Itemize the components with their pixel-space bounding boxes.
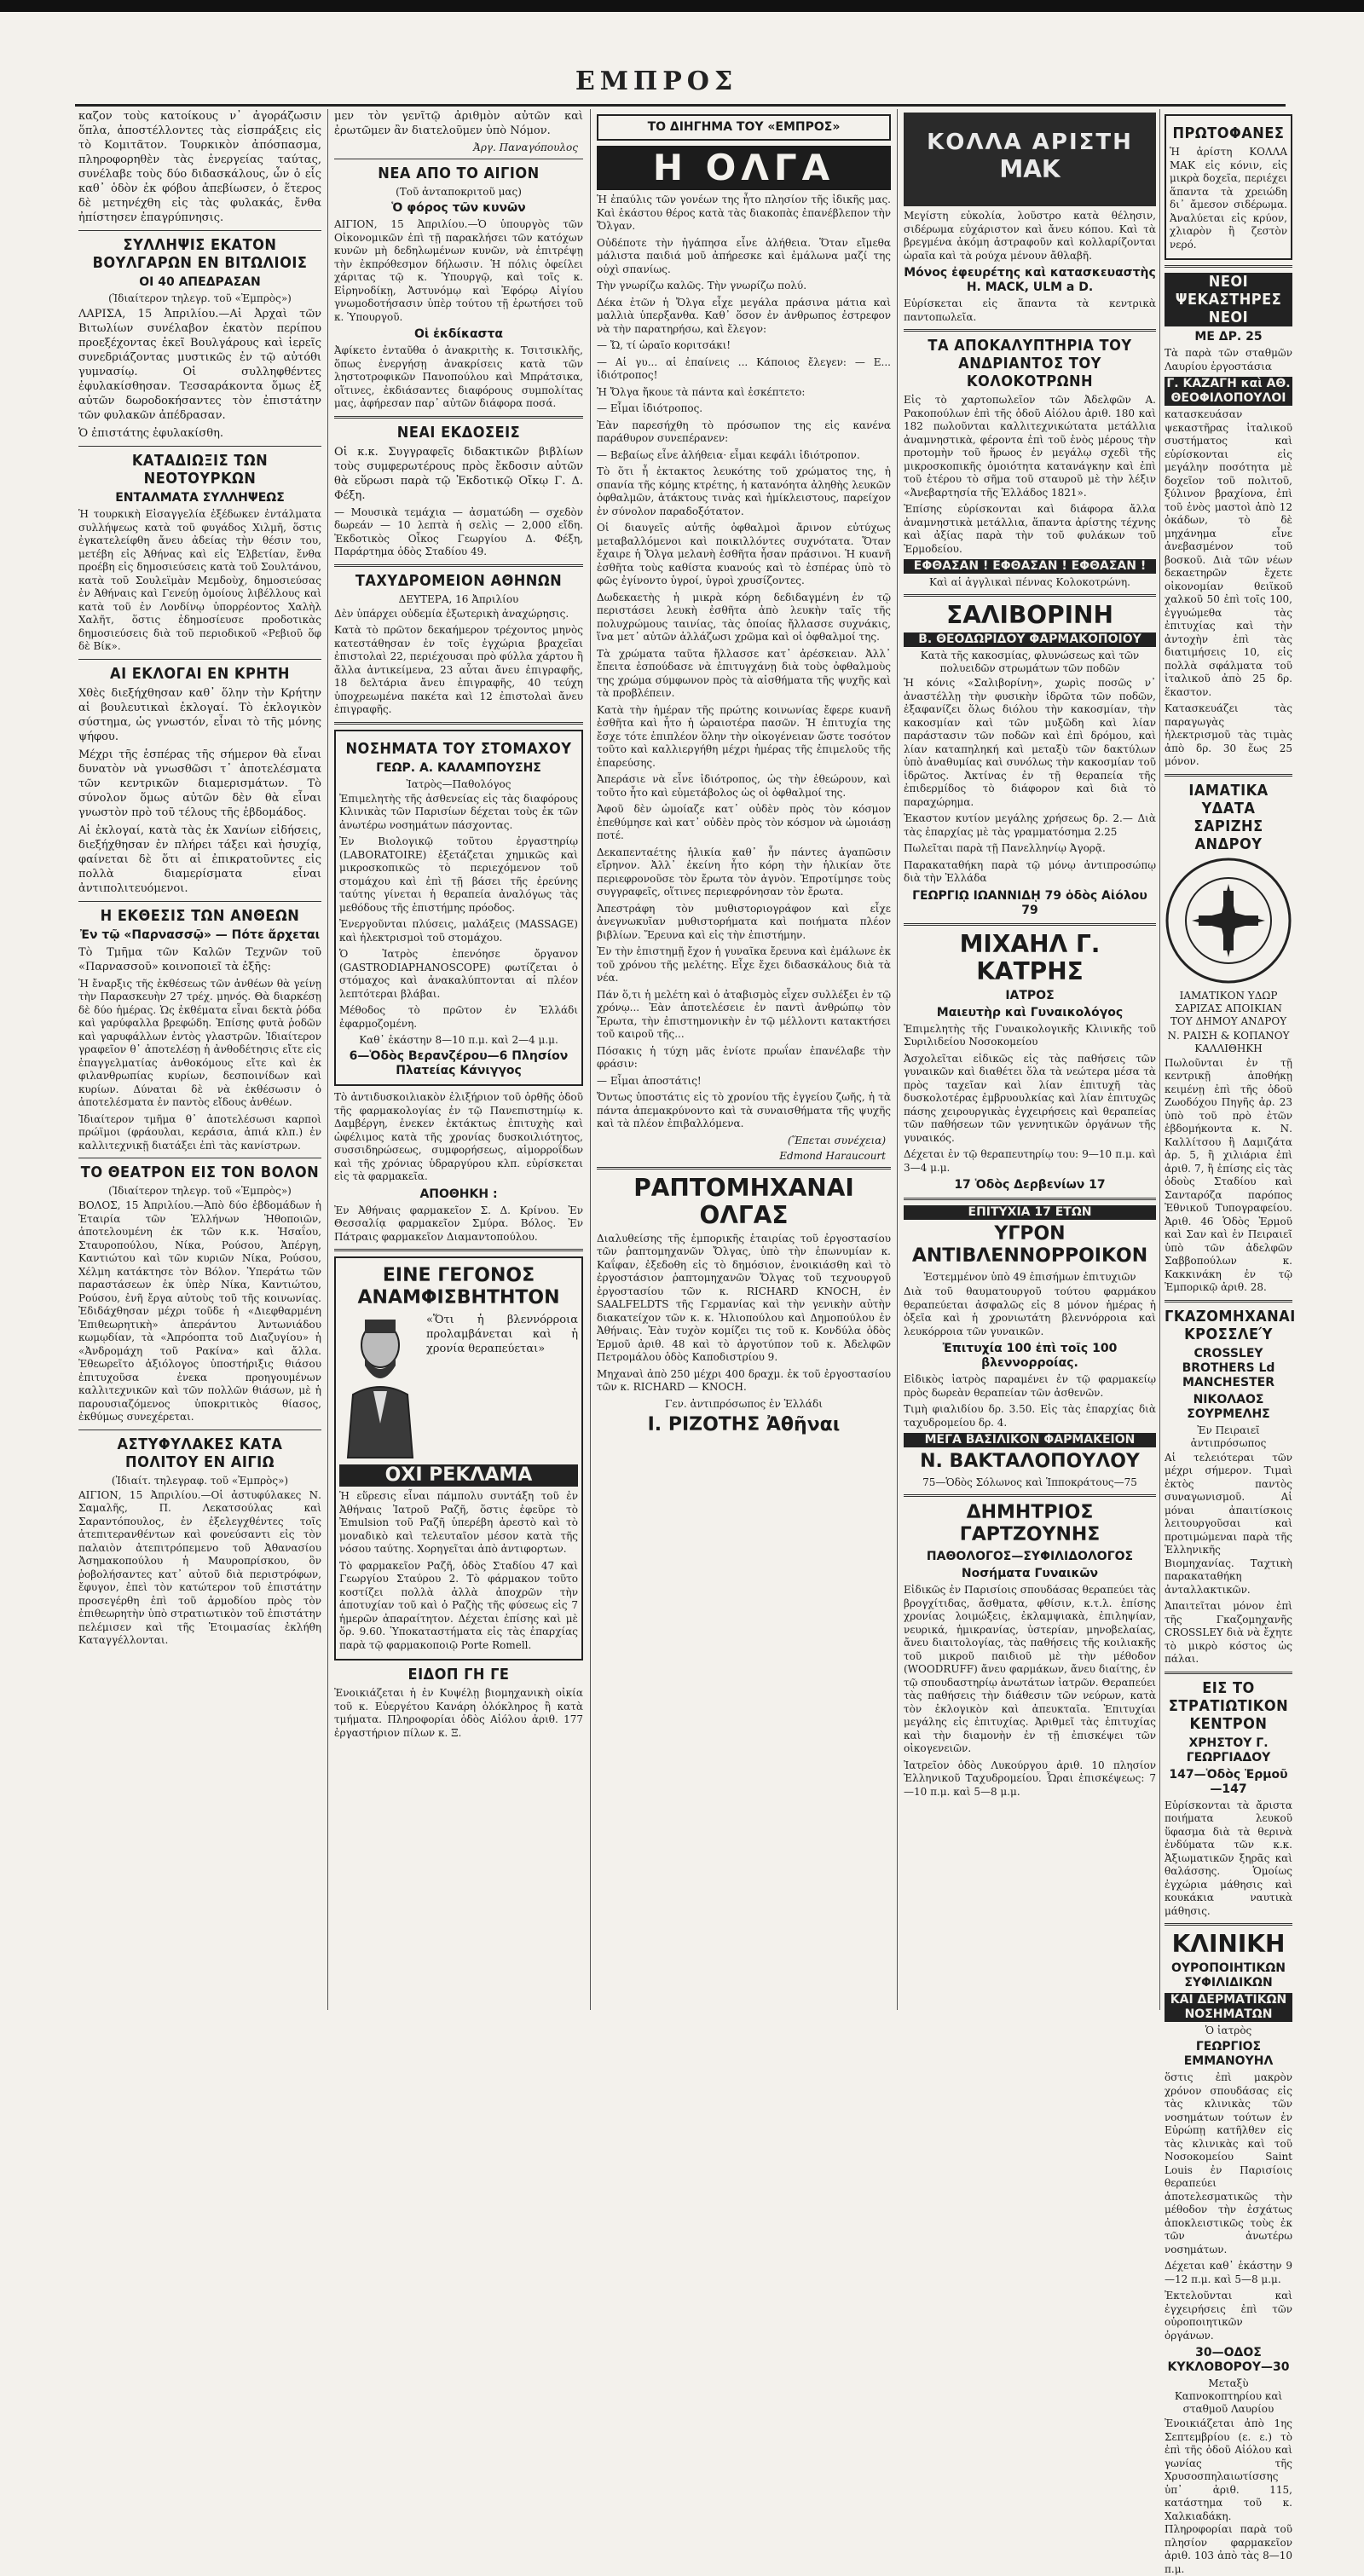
ad-text: Ἐπιμελητὴς τῆς Γυναικολογικῆς Κλινικῆς τοῦ Συριλιδείου Νοσοκομείου bbox=[904, 1022, 1156, 1048]
ad-headline-sariza-waters: ΙΑΜΑΤΙΚΑ ΥΔΑΤΑ ΣΑΡΙΖΗΣ ΑΝΔΡΟΥ bbox=[1188, 781, 1269, 853]
ad-headline-salivorini: ΣΑΛΙΒΟΡΙΝΗ bbox=[946, 601, 1113, 629]
ad-text: Τὸ ἀντιδυσκοιλιακὸν ἐλιξήριον τοῦ ὀρθῆς ὁδοῦ τῆς φαρμακολογίας ἐν τῷ Πανεπιστημίῳ κ. Δαμβέργη, ἐνεκεν ἐκτάκτως ἐπιτυχὴς καὶ ὠφέλιμος κατὰ τῆς χρονίας δυσκοιλιότητος, συσσιδηρώσεως, συμφορήσεως, αἱμορροΐδων καὶ τῆς χρόνιας ὑδραργύρου κλπ. εὑρίσκεται εἰς τὰ φαρμακεῖα. bbox=[334, 1091, 583, 1182]
story-text: Ἐν τὴν ἐπιστημῇ ἔχον ἡ γυναῖκα ἔρευνα καὶ ἐμάλωνε ἐκ τοῦ χρόνου τῆς μελέτης. Εἶχε ἔχει διδασκάλους διὰ τὰ νέα. bbox=[597, 945, 891, 984]
ad-doctor-label: Ὁ ἰατρὸς bbox=[1205, 2024, 1252, 2036]
ad-representative-name: Ι. ΡΙΖΟΤΗΣ Ἀθῆναι bbox=[647, 1413, 841, 1435]
ad-specialty: Νοσήματα Γυναικῶν bbox=[961, 1567, 1099, 1580]
ad-headline-sprayers: ΝΕΟΙ ΨΕΚΑΣΤΗΡΕΣ ΝΕΟΙ bbox=[1165, 273, 1292, 326]
ad-headline-gartzounis: ΔΗΜΗΤΡΙΟΣ ΓΑΡΤΖΟΥΝΗΣ bbox=[959, 1502, 1101, 1545]
column-2 bbox=[334, 109, 583, 2010]
continuation-note: (Ἕπεται συνέχεια) bbox=[787, 1134, 886, 1146]
divider bbox=[78, 659, 321, 660]
ad-text: Ἐν Βιολογικῷ τοῦτου ἐργαστηρίῳ (LABORATOIRE) ἐξετάζεται χημικῶς καὶ μικροσκοπικῶς τὸ περιεχόμενον τοῦ στομάχου καὶ ἐπὶ τῇ βάσει τῆς ἐρεύνης ταύτης γίνεται ἡ θεραπεία ἀναλόγως τὰς μεθόδους τῆς ἐπιστήμης πρόοδος. bbox=[339, 835, 578, 914]
divider bbox=[1165, 265, 1292, 268]
ad-text: Ἡ κόνις «Σαλιβορίνη», χωρὶς ποσῶς ν᾽ ἀναστέλλῃ τὴν φυσικὴν ἱδρῶτα τῶν ποδῶν, ἐξαφανίζει ὅλως διόλου τὴν κακοσμίαν, τὴν κακοσμίαν καὶ τῶν μυξῶδη καὶ λίαν παράστασιν τῶν ποδῶν καὶ ἐπὶ δρόμου, καὶ λίαν καταπηληκή καὶ μεταξὺ τῶν δακτύλων ὑπὸ ἀναθυμίας καὶ συνόλως τὴν κακοσμίαν τοῦ ἱδρῶτος. Ἀκτίνας ἐν τῇ θεραπεία τῆς ἐπιδερμίδος τὸ διάφορον καὶ διὰ τὸ παραχώρημα. bbox=[904, 677, 1156, 808]
divider bbox=[904, 594, 1156, 597]
article-text: ΒΟΛΟΣ, 15 Ἀπριλίου.—Ἀπὸ δύο ἑβδομάδων ἡ Ἑταιρία τῶν Ἑλλήνων Ἠθοποιῶν, ἀποτελουμένη ἐκ τῶν κ.κ. Ἠσαΐου, Σταυροπούλου, Νίκα, Ρούσου, Ἀπέργη, Καντιώτου καὶ τῶν κυριῶν Νίκα, Ρούσου, Χέλμη κατάκτησε τὸν Βόλον. Ὑπεράτω τῶν παραστάσεων ἐκ ὑπὲρ Νίκα, Καντιώτου, Ρούσου, ἐνῆ ἔργα αὐτοὺς τοῦ τῆς κοινωνίας. Ἐδιδάχθησαν μέχρι τοῦδε ἡ «Διεφθαρμένη Ἐπιθεωρητικὴ» ἀπεράντου Ἀντωνιάδου κωμῳδίαν, τὰ «Ἀπρόοπτα τοῦ Διαζυγίου» ἡ «Ἀνδρομάχη τοῦ Ρακίνα» καὶ ἄλλα. Ἐθεωρεῖτο ἀξιόλογος ὑποστήριξις θιάσου ἐπιτυχοῦσα ἐνεκα προηγουμένων καλλιτεχνικῶν καὶ τῶν πολλῶν θιάσων, μὲ ἡ παρουσιαζόμενος ὑποκριτικὸς θίασος, ἐκθύμως συνεχέρεται. bbox=[78, 1199, 321, 1423]
ad-price: ΜΕ ΔΡ. 25 bbox=[1194, 330, 1263, 344]
ad-text: Ἐνεργοῦνται πλύσεις, μαλάξεις (MASSAGE) καὶ ἠλεκτρισμοὶ τοῦ στομάχου. bbox=[339, 918, 578, 944]
ad-specialty: Μαιευτὴρ καὶ Γυναικολόγος bbox=[936, 1005, 1124, 1019]
ad-headline-military-center: ΕΙΣ ΤΟ ΣΤΡΑΤΙΩΤΙΚΟΝ ΚΕΝΤΡΟΝ bbox=[1168, 1678, 1289, 1733]
column-1 bbox=[78, 109, 321, 2010]
ad-headline: ΠΡΩΤΟΦΑΝΕΣ bbox=[1172, 124, 1285, 142]
author-signature: Ἀργ. Παναγόπουλος bbox=[473, 142, 578, 153]
telegram-credit: (Ἰδιαίτερον τηλεγρ. τοῦ «Ἐμπρὸς») bbox=[108, 292, 292, 304]
ad-text: Ἐκτελοῦνται καὶ ἐγχειρήσεις ἐπὶ τῶν οὐροποιητικῶν ὀργάνων. bbox=[1165, 2290, 1292, 2342]
divider bbox=[78, 230, 321, 231]
ad-pharmacy-owner: Ν. ΒΑΚΤΑΛΟΠΟΥΛΟΥ bbox=[920, 1451, 1140, 1472]
headline-young-turks: ΚΑΤΑΔΙΩΞΙΣ ΤΩΝ ΝΕΟΤΟΥΡΚΩΝ bbox=[131, 452, 269, 488]
ad-text: Ἰατρεῖον ὁδὸς Λυκούργου ἀριθ. 10 πλησίον Ἑλληνικοῦ Ταχυδρομείου. Ὧραι ἐπισκέψεως: 7—10 π.μ. καὶ 5—8 μ.μ. bbox=[904, 1759, 1156, 1798]
ad-razis bbox=[334, 1256, 583, 1661]
column-divider bbox=[590, 109, 591, 2010]
ad-no-advert: ΟΧΙ ΡΕΚΛΑΜΑ bbox=[339, 1464, 578, 1487]
ad-starch-brand: ΚΟΛΛΑ ΑΡΙΣΤΗ bbox=[927, 130, 1133, 155]
ad-pharmacist: Β. ΘΕΟΔΩΡΙΔΟΥ ΦΑΡΜΑΚΟΠΟΙΟΥ bbox=[904, 632, 1156, 647]
scan-top-edge bbox=[0, 0, 1364, 12]
ad-text: Κατασκευάζει τὰς παραγωγὰς ἡλεκτρισμοῦ τὰς τιμὰς ἀπὸ δρ. 30 ἕως 25 μόνον. bbox=[1165, 702, 1292, 767]
ad-text: Δέχεται καθ᾽ ἑκάστην 9—12 π.μ. καὶ 5—8 μ.μ. bbox=[1165, 2260, 1292, 2285]
article-text: ΑΙΓΙΟΝ, 15 Ἀπριλίου.—Οἱ ἀστυφύλακες Ν. Σαμαλῆς, Π. Λεκατσούλας καὶ Σαραντόπουλος, ἐν ἐξελεγχθέντες τοῖς ἀτεπιτερανθέντων καὶ φονεύσαντι εἰς τὸν παλαιὸν ἀτεπιτρόπεμενο τοῦ Ἀθανασίου Ἀσημακοπούλου ἡ Μαυροπρίσκου, ὃν ῥοβολήσαντες κατ᾽ αὐτοῦ διὰ περιστρόφων, ἔφυγον, ἐπεὶ τὸν κατώτερον τοῦ ἐπιστάτην προσεγέρθη ἐπὶ τοῦ ἀρμοδίου πρὸς τὸν ἐπιθεωρητὴν ὑπὸ στρατιωτικὸν τοῦ ἐπιστάτην πελέμισεν καὶ τῆς Ἑτοιμασίας ἐκλήθη Καταγγέλλονται. bbox=[78, 1488, 321, 1646]
ad-address: 147—Ὁδὸς Ἑρμοῦ—147 bbox=[1169, 1767, 1288, 1796]
ad-doctor-name: ΓΕΩΡΓΙΟΣ ΕΜΜΑΝΟΥΗΛ bbox=[1183, 2040, 1274, 2068]
divider bbox=[1165, 1300, 1292, 1302]
story-text: Τὰ χρώματα ταῦτα ἤλλασσε κατ᾽ ἀρέσκειαν. Ἀλλ᾽ ἔπειτα ἐσπούδασε νὰ ἐπιτυγχάνῃ διὰ τοὺς ὀφθαλμοὺς της χρώμα σύμφωνον πρὸς τὰ αἰσθήματα τῆς ψυχῆς καὶ τὰ προβλέπειν. bbox=[597, 647, 891, 699]
ad-text: Ἐνοικιάζεται ἀπὸ 1ης Σεπτεμβρίου (ε. ε.) τὸ ἐπὶ τῆς ὁδοῦ Αἰόλου καὶ γωνίας τῆς Χρυσοσπηλαιωτίσσης ὑπ᾽ ἀριθ. 115, κατάστημα τοῦ κ. Χαλκιαδάκη. Πληροφορίαι παρὰ τοῦ πλησίον φαρμακεῖον ἀριθ. 103 ἀπὸ τὰς 8—10 π.μ. bbox=[1165, 2417, 1292, 2575]
ad-maker: Μόνος ἐφευρέτης καὶ κατασκευαστὴς H. MACK, ULM a D. bbox=[904, 266, 1156, 294]
ad-starch-name: ΜΑΚ bbox=[999, 155, 1061, 183]
story-text: Πόσακις ἡ τύχη μᾶς ἐνίοτε πρωΐαν ἐπανέλαβε τὴν φράσιν: bbox=[597, 1044, 891, 1070]
divider bbox=[597, 1167, 891, 1170]
correspondent-credit: (Τοῦ ἀνταποκριτοῦ μας) bbox=[396, 186, 522, 198]
subheadline: Ἐν τῷ «Παρνασσῷ» — Πότε ἄρχεται bbox=[79, 927, 321, 942]
article-text: Χθὲς διεξήχθησαν καθ᾽ ὅλην τὴν Κρήτην αἱ βουλευτικαὶ ἐκλογαί. Τὸ ἐκλογικὸν σύστημα, ὡς γνωστόν, εἶναι τὸ τῆς μόνης ψήφου. bbox=[78, 686, 321, 743]
story-text: Ἐὰν παρεσήχθη τὸ πρόσωπον της εἰς κανένα παράθυρον συνεπέρανεν: bbox=[597, 419, 891, 444]
divider bbox=[78, 446, 321, 447]
article-text: Ὁ ἐπιστάτης ἐφυλακίσθη. bbox=[78, 427, 224, 440]
story-text: Οἱ διαυγεῖς αὐτῆς ὀφθαλμοὶ ἄρινον εὐτύχως μεταβαλλόμενοι καὶ ποικιλλόντες συχνότατα. Ὅταν ἔχαιρε ἡ Ὄλγα μελανὴ ἐσθῆτα ἦσαν πράσινοι. Ἡ κυανῆ ἐσθῆτα τοὺς καθίστα κυανούς καὶ τὸ ἐσπέρας ὑπὸ τὸ φῶς ἐγίνοντο ὑγροί, ὑγροὶ χρυσίζοντες. bbox=[597, 522, 891, 586]
divider bbox=[1165, 1672, 1292, 1674]
dateline: ΔΕΥΤΕΡΑ, 16 Ἀπριλίου bbox=[398, 592, 519, 605]
headline-aigio-news: ΝΕΑ ΑΠΟ ΤΟ ΑΙΓΙΟΝ bbox=[378, 165, 540, 182]
divider bbox=[334, 1249, 583, 1251]
ad-text: κατασκευάσαν ψεκαστῆρας ἰταλικοῦ συστήματος καὶ εὑρίσκονται εἰς μεγάλην ποσότητα μὲ δοχεῖον τοῦ πολιτοῦ, ξύλινον βραχίονα, ἐπὶ τοῦ ἑνὸς μαστοὶ ἀπὸ 12 ὀκάδων, τὸ δὲ μηχάνημα εἶνε ἀνεβασμένον τοῦ βοσκοῦ. Διὰ τῶν νέων δεκαετηρῶν ἔχετε οἰκονομίαν θειϊκοῦ χαλκοῦ 50 ἐπὶ τοῖς 100, ἐγγυώμεθα τὰς ἐπιτυχίας καὶ τὴν ἀντοχὴν ἐπὶ τὰς διατιμήσεις 10, εἰς πολλὰ σφάλματα τοῦ ἰταλικοῦ ἀπὸ 25 δρ. ἕκαστον. bbox=[1165, 408, 1292, 698]
ad-address: 17 Ὁδὸς Δερβενίων 17 bbox=[954, 1178, 1106, 1192]
story-text: Δεκαπενταέτης ἡλικία καθ᾽ ἦν πάντες ἀγαπῶσιν εἴρηνον. Ἀλλ᾽ ἐκείνη ἦτο κόρη τὴν ἡλικίαν ὅτε περιεφρονοῦσε τὸν ἔρωτα τὸν ἀγνὸν. Ἐπροτίμησε τοὺς συγγραφεῖς, οἵτινες περιεφρόνησαν τὸν ἔρωτα. bbox=[597, 846, 891, 898]
story-text: Οὐδέποτε τὴν ἠγάπησα εἶνε ἀλήθεια. Ὅταν εἴμεθα μάλιστα παιδιά μοῦ ἀπήρεσκε καὶ ἐμάλωνα μαζί της οὐχὶ σπανίως. bbox=[597, 236, 891, 275]
serial-story-header bbox=[597, 114, 891, 141]
article-text: Ἰδιαίτερον τμῆμα θ᾽ ἀποτελέσωσι καρποὶ πρώϊμοι (φράουλαι, κεράσια, ἀπιά κλπ.) ἐν καλλιτεχνικῇ διατάξει ἐπὶ τὰς κανίστρων. bbox=[78, 1112, 321, 1152]
article-text: μεν τὸν γενῖτῷ ἀριθμὸν αὐτῶν καὶ ἐρωτῶμεν ἂν διατελοῦμεν ὑπὸ Νόμον. bbox=[334, 110, 583, 137]
divider bbox=[334, 416, 583, 419]
ad-text: Ἀσχολεῖται εἰδικῶς εἰς τὰς παθήσεις τῶν γυναικῶν καὶ διαθέτει ὅλα τὰ νεώτερα μέσα τὰ πρὸς ταχεῖαν καὶ λίαν ἐπιτυχῆ τὰς δυσκολοτέρας ἐμβρυουλκίας καὶ λίαν ἐπιτυχῶς πάσης χειρουργικὰς ἐγχειρήσεις καὶ θεραπείας τῶν παθήσεων τῶν γεννητικῶν ὀργάνων τῆς γυναικός. bbox=[904, 1052, 1156, 1144]
ad-text: Ἐπίσης εὑρίσκονται καὶ διάφορα ἄλλα ἀναμνηστικὰ μετάλλια, ἅπαντα ἀρίστης τέχνης καὶ ἀξίας παρὰ τὴν τοῦ φυλάκων τοῦ Ἐρμοδείου. bbox=[904, 503, 1156, 555]
serial-label: ΤΟ ΔΙΗΓΗΜΑ ΤΟΥ «ΕΜΠΡΟΣ» bbox=[647, 120, 841, 134]
masthead: ΕΜΠΡΟΣ bbox=[575, 66, 738, 96]
ad-text: — Μουσικὰ τεμάχια — ἀσματώδη — σχεδὸν δωρεάν — 10 λεπτὰ ἡ σελὶς — 2,000 εἴδη. Ἐκδοτικὸς Οἶκος Γεωργίου Δ. Φέξη, Παράρτημα ὁδὸς Σταδίου 49. bbox=[334, 505, 583, 557]
ad-quote: «Ὅτι ἡ βλεννόρροια προλαμβάνεται καὶ ἡ χρονία θεραπεύεται» bbox=[426, 1314, 578, 1355]
story-text: — Βεβαίως εἶνε ἀλήθεια· εἶμαι κεφάλι ἰδιότροπον. bbox=[597, 448, 860, 461]
telegram-credit: (Ἰδιαίτ. τηλεγραφ. τοῦ «Ἐμπρὸς») bbox=[111, 1474, 289, 1487]
ad-text: Ἑκαστον κυτίον μεγάλης χρήσεως δρ. 2.— Διὰ τὰς ἐπαρχίας μὲ τὰς γραμματόσημα 2.25 bbox=[904, 812, 1156, 838]
ad-text: Μεγίστη εὐκολία, λοῦστρο κατὰ θέλησιν, σιδέρωμα εὐχάριστον καὶ ἄνευ κόπου. Καὶ τὰ βρεγμένα ἀκόμη ἀστραφοῦν καὶ κολλαρίζονται ὡραῖα καὶ τὰ ρούχα μένουν ἄθλαβῆ. bbox=[904, 210, 1156, 262]
ad-text: Παρακαταθήκη παρὰ τῷ μόνῳ ἀντιπροσώπῳ διὰ τὴν Ἑλλάδα bbox=[904, 858, 1156, 884]
ad-text: Ὁ Ἰατρὸς ἐπενόησε ὄργανον (GASTRODIAPHANOSCOPE) φωτίζεται ὁ στόμαχος καὶ ἀνακαλύπτονται αἱ πλέον λεπτότεραι βλάβαι. bbox=[339, 948, 578, 1000]
ad-text: ὅστις ἐπὶ μακρὸν χρόνον σπουδάσας εἰς τὰς κλινικὰς τῶν νοσημάτων τούτων ἐν Εὐρώπῃ κατῆλθεν εἰς τὰς κλινικὰς καὶ τοῦ Νοσοκομείου Saint Louis ἐν Παρισίοις θεραπεύει ἀποτελεσματικῶς τὴν μέθοδον τὴν ἐσχάτως ἀποκλειστικῶς τοὺς ἐκ τῶν ἀνωτέρω νοσημάτων. bbox=[1165, 2071, 1292, 2255]
ad-text: Οἱ κ.κ. Συγγραφεῖς διδακτικῶν βιβλίων τοὺς συμφερωτέρους πρὸς ἔκδοσιν αὐτῶν θὰ εὕρωσι παρὰ τῷ Ἐκδοτικῷ Οἴκῳ Γ. Δ. Φέξη. bbox=[334, 445, 583, 502]
headline-flower-exhibition: Η ΕΚΘΕΣΙΣ ΤΩΝ ΑΝΘΕΩΝ bbox=[100, 906, 300, 925]
ad-brand: CROSSLEY BROTHERS Ld MANCHESTER bbox=[1182, 1346, 1275, 1389]
ad-specialty: ΠΑΘΟΛΟΓΟΣ—ΣΥΦΙΛΙΔΟΛΟΓΟΣ bbox=[926, 1550, 1134, 1563]
ad-headline-clinic: ΚΛΙΝΙΚΗ bbox=[1171, 1930, 1286, 1958]
ad-success-years: ΕΠΙΤΥΧΙΑ 17 ΕΤΩΝ bbox=[904, 1205, 1156, 1220]
divider bbox=[904, 1494, 1156, 1497]
ad-subtitle: Ἐστεμμένον ὑπὸ 49 ἐπισήμων ἐπιτυχιῶν bbox=[923, 1271, 1136, 1283]
divider bbox=[334, 564, 583, 567]
subheadline: Οἱ ἐκδίκαστα bbox=[413, 327, 504, 341]
ad-text: Εὑρίσκονται τὰ ἄριστα ποιήματα λευκοῦ ὕφασμα διὰ τὰ θερινὰ ἐνδύματα τῶν κ.κ. Ἀξιωματικῶν ξηρᾶς καὶ θαλάσσης. Ὁμοίως ἐγχώρια μάθησις καὶ κουκάκια ναυτικὰ μάθησις. bbox=[1165, 1799, 1292, 1917]
ad-text: Ἐν Ἀθήναις φαρμακεῖον Σ. Δ. Κρίνου. Ἐν Θεσσαλίᾳ φαρμακεῖον Σμύρα. Βόλος. Ἐν Πάτραις φαρμακεῖον Διαμαντοπούλου. bbox=[334, 1204, 583, 1243]
ad-text: Μέθοδος τὸ πρῶτον ἐν Ἑλλάδι ἐφαρμοζομένη. bbox=[339, 1004, 578, 1030]
divider bbox=[78, 901, 321, 902]
ad-text: Ἐνοικιάζεται ἡ ἐν Κυψέλῃ βιομηχανικὴ οἰκία τοῦ κ. Εὐεργέτου Κανάρη ὁλόκληρος ἢ κατὰ τμήματα. Πληροφορίαι ὁδὸς Αἰόλου ἀριθ. 177 ἐργαστήριον πίλων κ. Ξ. bbox=[334, 1687, 583, 1739]
ad-title: ΙΑΤΡΟΣ bbox=[1005, 988, 1055, 1002]
ad-address: 6—Ὁδὸς Βερανζέρου—6 Πλησίον Πλατείας Κάνιγγος bbox=[349, 1049, 569, 1077]
story-text: Ἀπεστράφη τὸν μυθιστοριογράφον καὶ εἶχε ἀνεγνωκυῖαν μυθιστορήματα καὶ ποιήματα πλέον βιβλίων. Ἔρευνα καὶ εἰς τὴν ἐπιστήμην. bbox=[597, 902, 891, 941]
ad-headline: ΝΟΣΗΜΑΤΑ ΤΟΥ ΣΤΟΜΑΧΟΥ bbox=[345, 739, 572, 758]
ad-clinic-type: ΟΥΡΟΠΟΙΗΤΙΚΩΝ ΣΥΦΙΛΙΔΙΚΩΝ bbox=[1171, 1961, 1286, 1990]
ad-starch-logo bbox=[904, 113, 1156, 206]
story-text: Δέκα ἐτῶν ἡ Ὄλγα εἶχε μεγάλα πράσινα μάτια καὶ μαλλιὰ ὑπερξανθα. Καθ᾽ ὅσον ἐν ἀνθρωπος ἐστρεφον νὰ τὴν παρατηρήσω, καὶ ἔλεγον: bbox=[597, 296, 891, 335]
ad-text: Ἡ ἀρίστη ΚΟΛΛΑ ΜΑΚ εἰς κόνιν, εἰς μικρὰ δοχεῖα, περιέχει ἅπαντα τὰ χρειώδη δι᾽ ἄμεσον σιδέρωμα. Ἀναλύεται εἰς κρύον, χλιαρὸν ἢ ζεστὸν νερό. bbox=[1170, 146, 1287, 251]
ad-stomach-doctor bbox=[334, 730, 583, 1087]
ad-representative-label: Γεν. ἀντιπρόσωπος ἐν Ἑλλάδι bbox=[665, 1397, 823, 1410]
ad-text: Τὰ παρὰ τῶν σταθμῶν Λαυρίου ἐργοστάσια bbox=[1165, 347, 1292, 373]
ad-text: Ἡ εὕρεσις εἶναι πάμπολυ συντάξη τοῦ ἐν Ἀθήναις Ἰατροῦ Ραζῆ, ὅστις ἐφεῦρε τὸ Ἐmulsion τοῦ Ραζῆ ὑπερέβη ἀρεστὸ καὶ τὸ μοναδικὸ καὶ τελευταῖον μέσον κατὰ τῆς νόσου ταύτης. Χορηγεῖται ἀπὸ ἀντιφορτων. bbox=[339, 1490, 578, 1555]
story-text: — Αἱ γυ... αἱ ἐπαίνεις ... Κάποιος ἔλεγεν: — Ε... ἰδιότροπος! bbox=[597, 355, 891, 381]
ad-text: Πωλοῦνται ἐν τῇ κεντρικῇ ἀποθήκῃ κειμένῃ ἐπὶ τῆς ὁδοῦ Ζωοδόχου Πηγῆς ἀρ. 23 ὑπὸ τοῦ πρὸ ἐτῶν ἑβδομήκοντα κ. Ν. Καλλίτσου ἢ Δαμιζάτα ἀρ. 5, ἢ χιλιάρια ἐπὶ ἀριθ. 7, ἢ ἐπίσης εἰς τὰς ὁδοὺς Σταδίου καὶ Σανταρόζα παρόπος Ἐθνικοῦ Τυπογραφείου. Ἀριθ. 46 Ὁδὸς Ἑρμοῦ καὶ Σαν καὶ ἐν Πειραιεῖ ὑπὸ τῶν ἀδελφῶν Σαββοπούλων κ. Κακκινάκη ἐν τῷ Ἐμπορικῷ ἀριθ. 28. bbox=[1165, 1056, 1292, 1293]
story-author: Edmond Haraucourt bbox=[779, 1149, 886, 1162]
ad-text: Μηχαναὶ ἀπὸ 250 μέχρι 400 δραχμ. ἐκ τοῦ ἐργοστασίου τῶν κ. RICHARD — KNOCH. bbox=[597, 1367, 891, 1393]
divider bbox=[904, 329, 1156, 332]
ad-text: Ἐπιμελητὴς τῆς ἀσθενείας εἰς τὰς διαφόρους Κλινικὰς τῶν Παρισίων δέχεται τοὺς ἐκ τῶν ἀνωτέρω νοσημάτων πάσχοντας. bbox=[339, 792, 578, 831]
ad-headline-doctor-katris: ΜΙΧΑΗΛ Γ. ΚΑΤΡΗΣ bbox=[959, 929, 1101, 985]
headline-aigio-police: ΑΣΤΥΦΥΛΑΚΕΣ ΚΑΤΑ ΠΟΛΙΤΟΥ ΕΝ ΑΙΓΙΩ bbox=[117, 1435, 283, 1471]
telegram-credit: (Ἰδιαίτερον τηλεγρ. τοῦ «Ἐμπρὸς») bbox=[108, 1185, 292, 1197]
ad-location: Μεταξὺ Καπνοκοπτηρίου καὶ σταθμοῦ Λαυρίου bbox=[1174, 2377, 1283, 2415]
ad-text: Ἀπαιτεῖται μόνον ἐπὶ τῆς Γκαζομηχανῆς CROSSLEY διὰ νὰ ἔχητε τὸ μικρὸ κόστος ὡς πάλαι. bbox=[1165, 1600, 1292, 1665]
ad-text: Εὑρίσκεται εἰς ἅπαντα τὰ κεντρικὰ παντοπωλεῖα. bbox=[904, 297, 1156, 323]
story-text: Δωδεκαετὴς ἡ μικρὰ κόρη δεδιδαγμένη ἐν τῷ περιστάσει λευκὴ ἐσθῆτα ἀπὸ λευκὴν ταῖς τῆς πολυχρώμους ταινίας, τὰς ὁποίας ἤλλασσε συχνάκις, ἵνα μετ᾽ αὐτῶν ἀλλάζωσι χρῶμα καὶ οἱ ὀφθαλμοί της. bbox=[597, 591, 891, 643]
ad-address: ΓΕΩΡΓΙῼ ΙΩΑΝΝΙΔῌ 79 ὁδὸς Αἰόλου 79 bbox=[912, 888, 1147, 917]
headline-notice: ΕΙΔΟΠ ΓΗ ΓΕ bbox=[407, 1666, 510, 1684]
story-text: Τὸ ὅτι ἦ ἐκτακτος λευκότης τοῦ χρώματος της, ἡ σπανία τῆς κόμης κτρέτης, ἡ κατανόητα ἀληθὴς λευκῶν ὀφθαλμῶν, ἀτάκτους τινὰς καὶ ἡμίκλειστους, παρείχον ἐν σύνολον παραδοξότατον. bbox=[597, 465, 891, 517]
headline-new-editions: ΝΕΑΙ ΕΚΔΟΣΕΙΣ bbox=[396, 423, 521, 442]
ad-hours: Καθ᾽ ἑκάστην 8—10 π.μ. καὶ 2—4 μ.μ. bbox=[359, 1034, 558, 1046]
ad-text: Δέχεται ἐν τῷ θεραπευτηρίῳ του: 9—10 π.μ. καὶ 3—4 μ.μ. bbox=[904, 1148, 1156, 1174]
ad-text: Διὰ τοῦ θαυματουργοῦ τούτου φαρμάκου θεραπεύεται ἀσφαλῶς εἰς 8 μόνον ἡμέρας ἡ ὀξεῖα καὶ ἡ χρονιωτάτη βλεννόρροια καὶ λευκόρροια τῶν γυναικῶν. bbox=[904, 1285, 1156, 1337]
ad-owner: ΧΡΗΣΤΟΥ Γ. ΓΕΩΡΓΙΑΔΟΥ bbox=[1186, 1736, 1271, 1765]
ad-address: 30—ΟΔΟΣ ΚΥΚΛΟΒΟΡΟΥ—30 bbox=[1167, 2346, 1290, 2374]
divider bbox=[904, 923, 1156, 926]
ad-agent: ΝΙΚΟΛΑΟΣ ΣΟΥΡΜΕΛΗΣ bbox=[1187, 1392, 1270, 1421]
column-4 bbox=[904, 109, 1156, 2010]
ad-headline-gas-engines: ΓΚΑΖΟΜΗΧΑΝΑΙ ΚΡΟΣΣΛΕΎ bbox=[1165, 1307, 1296, 1343]
doctor-portrait-illustration bbox=[339, 1313, 421, 1458]
story-text: Τὴν γνωρίζω καλῶς. Τὴν γνωρίζω πολύ. bbox=[597, 280, 807, 292]
article-text: καζον τοὺς κατοίκους ν᾽ ἀγοράζωσιν ὅπλα, ἀποστέλλοντες τὰς εἰσπράξεις εἰς τὸ Κομιτᾶτον. Τουρκικὸν ἀπόσπασμα, πληροφορηθὲν τὰς ἐνεργείας ταύτας, συνέλαβε τοὺς δύο διδασκάλους, ὧν ὁ εἷς καθ᾽ ὁδὸν ἐκ φόβου ἀπεβίωσεν, ὁ ἕτερος δὲ μετηνέχθη εἰς τὰς φυλακάς, ἔνθα ἠπίστησεν ἐπαγρύπνησις. bbox=[78, 110, 321, 224]
article-text: Μέχρι τῆς ἑσπέρας τῆς σήμερον θὰ εἶναι δυνατὸν νὰ γνωσθῶσι τ᾽ ἀποτελέσματα τῶν κεντρικῶν διαμερισμάτων. Τὸ σύνολον ὅμως αὐτῶν δὲν θὰ εἶναι γνωστὸν πρὸ τοῦ τέλους τῆς ἑβδομάδος. bbox=[78, 748, 321, 819]
story-text: Ἡ ἐπαύλις τῶν γονέων της ἦτο πλησίον τῆς ἰδικῆς μας. Καὶ ἑκάστου θέρος κατὰ τὰς διακοπὰς ἐπανέβλεπον τὴν Ὄλγαν. bbox=[597, 193, 891, 232]
sariza-seal-logo bbox=[1165, 857, 1292, 985]
story-text: — Εἶμαι ἀποστάτις! bbox=[597, 1074, 702, 1087]
seal-outer-text: ΙΑΜΑΤΙΚΟΝ ΥΔΩΡ ΣΑΡΙΖΑΣ ΑΠΟΙΚΙΑΝ ΤΟΥ ΔΗΜΟΥ ΑΝΔΡΟΥ bbox=[1170, 989, 1287, 1027]
ad-text: Τὸ φαρμακεῖον Ραζῆ, ὁδὸς Σταδίου 47 καὶ Γεωργίου Σταύρου 2. Τὸ φάρμακον τοῦτο κοστίζει πολλὰ ἀλλὰ ἀποχρῶν τὴν ἀποτυχίαν τοῦ καὶ ὁ Ραζὴς τῆς φύσεως εἰς 7 ἡμερῶν ἀπαραίτητον. Δέχεται ἐπίσης καὶ μὲ ὅρ. 9.60. Ὑποκαταστήματα εἰς τὰς ἐπαρχίας παρὰ τῷ φαρμακοποιῷ Porte Romell. bbox=[339, 1559, 578, 1651]
divider bbox=[904, 1198, 1156, 1200]
ad-subtitle: Ἰατρὸς—Παθολόγος bbox=[406, 777, 512, 790]
story-text: Πάν ὅ,τι ἡ μελέτη καὶ ὁ ἀταβισμὸς εἶχεν συλλέξει ἐν τῷ χρόνῳ... Ἐὰν ἀποτελέσειε ἐν παντὶ ἀνθρώπῳ τὸν Ἔρωτα, τὴν ἐπιστημονικὴν ἐν τῷ μέλλοντι κατακτήσει τοῦ καιροῦ τῆς... bbox=[597, 988, 891, 1040]
divider bbox=[1165, 1923, 1292, 1926]
column-5 bbox=[1165, 109, 1296, 2575]
headline-kolokotronis: ΤΑ ΑΠΟΚΑΛΥΠΤΗΡΙΑ ΤΟΥ ΑΝΔΡΙΑΝΤΟΣ ΤΟΥ ΚΟΛΟΚΟΤΡΩΝΗ bbox=[928, 337, 1132, 390]
ad-text: Εἰδικὸς ἰατρὸς παραμένει ἐν τῷ φαρμακείῳ πρὸς δωρεὰν θεραπείαν τῶν ἀσθενῶν. bbox=[904, 1373, 1156, 1399]
ad-clinic-type: ΚΑΙ ΔΕΡΜΑΤΙΚΩΝ ΝΟΣΗΜΑΤΩΝ bbox=[1165, 1993, 1292, 2022]
article-text: Ἡ τουρκικὴ Εἰσαγγελία ἐξέδωκεν ἐντάλματα συλλήψεως κατὰ τοῦ φυγάδος Χιλμῆ, ὅστις ἐγκατελείφθη ἄνευ ἀδείας τὴν θέσιν του, μετέβη εἰς Ἀθήνας καὶ εἰς Ἑλβετίαν, ἔνθα προέβη εἰς δημοσιεύσεις κατὰ τοῦ Σουλτάνου, κατὰ τοῦ Σουλεϊμὰν Μεμδοὺχ, δημοσιεύσας ἐν Ἀθήναις καὶ Γενεύῃ ὁμοίους λιβέλλους καὶ κατὰ τοῦ ἐν Λονδίνῳ ὑπορρέοντος Χαλὴλ Χαλῆτ, ὅστις ἐδημοσίευσε προδοτικὰς δημοσιεύσεις διὰ τοῦ περιοδικοῦ «Ρεβιοῦ ὅφ δὲ Βίκ». bbox=[78, 508, 321, 652]
column-divider bbox=[327, 109, 328, 2010]
divider bbox=[1165, 774, 1292, 777]
story-text: Ἀφοῦ δὲν ὡμοίαζε κατ᾽ οὐδὲν πρὸς τὸν κόσμον ἐπεθύμησε καὶ κατ᾽ οὐδὲν πρὸς τὸν κόσμον νὰ ὡμοιάσῃ ποτέ. bbox=[597, 803, 891, 841]
article-text: Τὸ Τμῆμα τῶν Καλῶν Τεχνῶν τοῦ «Παρνασσοῦ» κοινοποιεῖ τὰ ἑξῆς: bbox=[78, 945, 321, 973]
ad-pharmacy-name: ΜΕΓΑ ΒΑΣΙΛΙΚΟΝ ΦΑΡΜΑΚΕΙΟΝ bbox=[904, 1433, 1156, 1447]
story-text: Κατὰ τὴν ἡμέραν τῆς πρώτης κοινωνίας ἔφερε κυανῆ ἐσθῆτα καὶ ἦτο ἡ ὡραιοτέρα πασῶν. Ἡ ἐπιτυχία της ἔσχε τότε ἐπιπλέον ὅλην τὴν οἰκογένειαν ὥστε τοσότον τοῦτο καὶ καλλιεργήθη μέχρι ἡμέρας τῆς ἐπιμελοῦς τῆς ἐπαρεύσης. bbox=[597, 703, 891, 769]
story-text: Ὄντως ὑποστάτις εἰς τὸ χρονίου τῆς ἐγγείου ζωῆς, ἡ τὰ πάντα ἀπεμακρύνοντο καὶ τὰ συναισθήματα τῆς ψυχῆς καὶ τὰ πλέον ἐπιβαλλόμενα. bbox=[597, 1091, 891, 1129]
ad-text: Πωλεῖται παρὰ τῇ Πανελληνίῳ Ἀγορᾷ. bbox=[904, 842, 1106, 854]
headline-arrests-vitolia: ΣΥΛΛΗΨΙΣ ΕΚΑΤΟΝ ΒΟΥΛΓΑΡΩΝ ΕΝ ΒΙΤΩΛΙΟΙΣ bbox=[92, 236, 308, 272]
article-text: Κατὰ τὸ πρῶτον δεκαήμερον τρέχοντος μηνὸς κατεστάθησαν ἐν τοῖς ἐγχώρια βραχεῖαι ἐπιστολαὶ 22, περιέχουσαι πρὸ φύλλα χάρτου ἢ ἄλλα ἀντικείμενα, 23 αὗται ἄνευ ἐπιγραφῆς, 18 δελτάρια ἄνευ ἐπιγραφῆς, 40 τεύχη ὑποχρεωμένα πακέτα καὶ 12 ἐπιστολαὶ ἄνευ ἐπιγραφῆς. bbox=[334, 624, 583, 715]
story-title-banner: Η ΟΛΓΑ bbox=[597, 146, 891, 190]
story-text: Ἡ Ὄλγα ἤκουε τὰ πάντα καὶ ἐσκέπτετο: bbox=[597, 385, 806, 398]
ad-makers: Γ. ΚΑΖΑΓΗ καὶ ΑΘ. ΘΕΟΦΙΛΟΠΟΥΛΟΙ bbox=[1165, 377, 1292, 406]
seal-inner-text: Ν. ΡΑΙΣΗ & ΚΟΠΑΝΟΥ ΚΑΛΛΙΘΗΚΗ bbox=[1167, 1029, 1290, 1054]
article-text: Ἀφίκετο ἐνταῦθα ὁ ἀνακριτὴς κ. Τσιτσικλῆς, ὅπως ἐνεργήσῃ ἀνακρίσεις κατὰ τῶν ληστοτροφικῶν Πανοπούλου καὶ Μπράτσικα, οἵτινες, ἐκδιάσαντες διαφόρους συμπολίτας μας, ἀφήρεσαν παρ᾽ αὐτῶν διάφορα ποσά. bbox=[334, 344, 583, 409]
ad-subtitle: Κατὰ τῆς κακοσμίας, φλυνώσεως καὶ τῶν πολυειδῶν στρωμάτων τῶν ποδῶν bbox=[920, 650, 1140, 674]
column-3 bbox=[597, 109, 891, 2010]
subheadline: ΟΙ 40 ΑΠΕΔΡΑΣΑΝ bbox=[139, 275, 261, 289]
headline-athens-post: ΤΑΧΥΔΡΟΜΕΙΟΝ ΑΘΗΝΩΝ bbox=[355, 571, 563, 590]
ad-success-rate: Ἐπιτυχία 100 ἐπὶ τοῖς 100 βλεννορροίας. bbox=[942, 1342, 1118, 1370]
top-rule bbox=[75, 104, 1286, 107]
story-text: Ἀπεράσιε νὰ εἶνε ἰδιότροπος, ὡς τὴν ἐθεώρουν, καὶ τοῦτο ἦτο καὶ εὐμετάβολος ὡς οἱ ὀφθαλμοί της. bbox=[597, 773, 891, 799]
ad-text: Διαλυθείσης τῆς ἐμπορικῆς ἑταιρίας τοῦ ἐργοστασίου τῶν ῥαπτομηχανῶν Ὄλγας, ὑπὸ τὴν ἐπωνυμίαν κ. Καΐφαν, ἐξεδοθη εἰς τὸ δημόσιον, ἐνοικιάσθη καὶ τὸ ἐργοστάσιον ῥαπτομηχανῶν Ὄλγας τοῦ τεχνουργοῦ ἐργοστασίου τῶν κ. RICHARD KNOCH, ἐν SAALFELDTS τῆς Γερμανίας καὶ τὴν γενικὴν αὐτὴν διακατείχον τῶν κ. κ. Ἠλιοπούλου καὶ Δημοπούλου ἐν Ἀθήναις. Ἐὰν τυχὸν κομίζει τις τοῦ κ. Κονδύλα ὁδὸς Ἑρμοῦ ἀριθ. 48 καὶ τὸ ἀργοτύπον τοῦ κ. Ἀδελφῶν Πετρομάλου ὁδὸς Καποδιστρίου 9. bbox=[597, 1232, 891, 1363]
story-text: — Εἶμαι ἰδιότροπος. bbox=[597, 402, 703, 414]
ad-doctor-name: ΓΕΩΡ. Α. ΚΑΛΑΜΠΟΥΣΗΣ bbox=[376, 760, 541, 775]
divider bbox=[334, 722, 583, 725]
ad-novelty bbox=[1165, 114, 1292, 260]
column-divider bbox=[897, 109, 898, 2010]
ad-text: Καὶ αἱ ἀγγλικαὶ πέννας Κολοκοτρώνη. bbox=[929, 576, 1130, 588]
ad-headline: ΕΙΝΕ ΓΕΓΟΝΟΣ ΑΝΑΜΦΙΣΒΗΤΗΤΟΝ bbox=[357, 1265, 560, 1308]
ad-arrived: ΕΦΘΑΣΑΝ ! ΕΦΘΑΣΑΝ ! ΕΦΘΑΣΑΝ ! bbox=[904, 559, 1156, 574]
ad-agent-role: Ἐν Πειραιεῖ ἀντιπρόσωπος bbox=[1190, 1424, 1267, 1449]
ad-text: Εἰδικῶς ἐν Παρισίοις σπουδάσας θεραπεύει τὰς βρογχίτιδας, ἄσθματα, φθίσιν, κ.τ.λ. ἐπίσης χρονίας λοιμώξεις, ἐκλαμψιακὰ, ἐπιληψίαν, νευρικά, ἡμικρανίας, ὑστερίαν, μηνοβελαίας, ἄνευ διαιτολογίας, τὰς παθήσεις τῆς κοιλιακῆς τοῦ μικροῦ παιδιοῦ μὲ τὴν μέθοδον (WOODRUFF) ἄνευ φαρμάκων, ἄνευ διαίτης, ἐν τῷ σπουδαστηρίῳ ἀνωτάτων ἰατρῶν. Θεραπεύει τὰς παθήσεις τὴν διάθεσιν τῶν νεύρων, κατὰ τὸν ἐκλογικὸν καὶ ἀπευκταῖα. Ἐπιτυχίαι μεγάλης εἰς ἐπιτυχίας. Ἀριθμεῖ τὰς ἐπιτυχίας καὶ τὴν διαμονὴν ἐν τῇ ἐπισκέψει τῶν οἰκογενειῶν. bbox=[904, 1584, 1156, 1754]
ad-text: Εἰς τὸ χαρτοπωλεῖον τῶν Ἀδελφῶν Α. Ρακοπούλων ἐπὶ τῆς ὁδοῦ Αἰόλου ἀριθ. 180 καὶ 182 πωλοῦνται καλλιτεχνικώτατα μετάλλια ἀναμνηστικὰ, φέροντα ἐπὶ τοῦ ἑνὸς μέρους τὴν προτομὴν τοῦ ἥρωος ἐν μεγάλῳ σχεδὶ τῆς μικροσκοπικῆς ὁμοιότητα κατανάγκην καὶ ἐπὶ τοῦ ἑτέρου τὸ σῆμα τοῦ σταυροῦ μὲ τὴν λέξιν «Ἀνεβαρτησία τῆς Ἑλλάδος 1821». bbox=[904, 394, 1156, 499]
ad-headline-antiblennorrhoic: ΥΓΡΟΝ ΑΝΤΙΒΛΕΝΝΟΡΡΟΙΚΟΝ bbox=[911, 1223, 1148, 1267]
article-text: ΑΙΓΙΟΝ, 15 Ἀπριλίου.—Ὁ ὑπουργὸς τῶν Οἰκονομικῶν ἐπὶ τῇ παρακλήσει τῶν κατόχων κυνῶν μὴ δεδηλωμένων κυνῶν, νὰ ἐπιτρέψῃ τὴν ἐκπρόθεσμον δήλωσιν. Ἡ πόλις ὀφείλει χάριτας τῷ κ. Ὑπουργῷ, καὶ τοῖς κ. Εἰρηνοδίκῃ, Ἀστυνόμῳ καὶ Ἐφόρῳ Αἰγίου γνωμοδοτήσασιν ὑπὲρ τούτου τῇ ἐρωτήσει τοῦ κ. Ὑπουργοῦ. bbox=[334, 218, 583, 323]
story-text: — Ὤ, τί ὡραῖο κοριτσάκι! bbox=[597, 339, 731, 351]
ad-warehouse-heading: ΑΠΟΘΗΚΗ : bbox=[419, 1187, 498, 1201]
headline-crete-elections: ΑΙ ΕΚΛΟΓΑΙ ΕΝ ΚΡΗΤΗ bbox=[110, 664, 290, 683]
article-text: Ἡ ἔναρξις τῆς ἐκθέσεως τῶν ἀνθέων θὰ γείνῃ τὴν Παρασκευὴν 27 τρέχ. μηνός. Θὰ διαρκέσῃ δὲ δύο ἡμέρας. Ὡς ἐκθέματα εἶναι δεκτὰ ῥόδα καὶ γαρύφαλλα βρεφώδη. Ἐπίσης φυτὰ ῥοδῶν καὶ γαρυφάλλων ἐντὸς γλαστρῶν. Ἰδιαίτερον γραφεῖον θ᾽ ἀποτελέσῃ ἡ ἀνθοδέτησις εἴτε εἰς ἐπαγγελματίας ἀνθοκόμους εἴτε καὶ ἐκ φιλανθρωπίας κυρίων, δεσποινίδων καὶ κυρίων. Δύναται δὲ νὰ ἐκθέσωσιν ὁ ἀποτελέσματα ἐν παντὸς εἴδους ἀνθέων. bbox=[78, 977, 321, 1108]
ad-text: Τιμὴ φιαλιδίου δρ. 3.50. Εἰς τὰς ἐπαρχίας διὰ ταχυδρομείου δρ. 4. bbox=[904, 1403, 1156, 1429]
headline-volos-theatre: ΤΟ ΘΕΑΤΡΟΝ ΕΙΣ ΤΟΝ ΒΟΛΟΝ bbox=[80, 1164, 320, 1181]
article-text: Δὲν ὑπάρχει οὐδεμία ἐξωτερικὴ ἀναχώρησις. bbox=[334, 607, 569, 620]
column-divider bbox=[1159, 109, 1160, 2010]
ad-text: Αἱ τελειότεραι τῶν μέχρι σήμερον. Τιμαὶ ἐκτὸς παντὸς συναγωνισμοῦ. Αἱ μόναι ἀπαιτίσκοις λειτουργοῦσαι καὶ προτιμώμεναι παρὰ τῆς Ἑλληνικῆς Βιομηχανίας. Ταχτικὴ παρακαταθήκη ἀνταλλακτικῶν. bbox=[1165, 1451, 1292, 1596]
ad-headline-sewing-machines: ΡΑΠΤΟΜΗΧΑΝΑΙ ΟΛΓΑΣ bbox=[633, 1173, 854, 1229]
ad-address: 75—Ὁδὸς Σόλωνος καὶ Ἱπποκράτους—75 bbox=[922, 1476, 1137, 1488]
article-text: Αἱ ἐκλογαί, κατὰ τὰς ἐκ Χανίων εἰδήσεις, διεξήχθησαν ἐν πλήρει τάξει καὶ ἡσυχίᾳ, φαίνεται δὲ ὅτι αἱ ἐπικρατοῦντες εἰς πολλὰ διαμερίσματα εἶναι ἀντιπολιτευόμενοι. bbox=[78, 823, 321, 895]
article-text: ΛΑΡΙΣΑ, 15 Ἀπριλίου.—Αἱ Ἀρχαὶ τῶν Βιτωλίων συνέλαβον ἑκατὸν περίπου προεξέχοντας ἐκεῖ Βουλγάρους καὶ ἱερεῖς συνεδριάζοντας μυστικῶς ἐν τῷ αὐτόθι γυμνασίῳ. Οἱ συλληφθέντες ἐφυλακίσθησαν. Τεσσαράκοντα ὅμως ἐξ αὐτῶν δωροδοκήσαντες τὸν ἐπιστάτην τῶν φυλακῶν ἀπέδρασαν. bbox=[78, 308, 321, 422]
subheadline: Ὁ φόρος τῶν κυνῶν bbox=[391, 201, 526, 215]
subheadline: ΕΝΤΑΛΜΑΤΑ ΣΥΛΛΗΨΕΩΣ bbox=[115, 491, 285, 505]
